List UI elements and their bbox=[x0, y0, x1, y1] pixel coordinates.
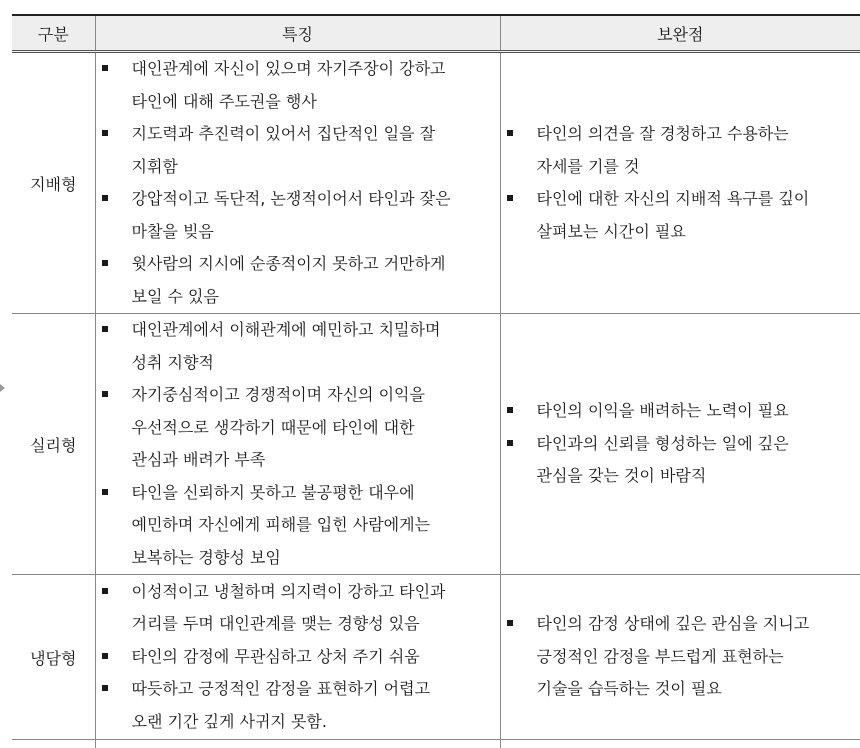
complement-item: 타인과의 신뢰를 형성하는 일에 깊은 관심을 갖는 것이 바람직 bbox=[537, 428, 855, 493]
features-cell bbox=[95, 52, 500, 314]
complement-item: 타인의 이익을 배려하는 노력이 필요 bbox=[537, 395, 855, 428]
feature-item: 자기중심적이고 경쟁적이며 자신의 이익을 우선적으로 생각하기 때문에 타인에 대한 관심과 배려가 부족 bbox=[132, 379, 494, 477]
feature-item: 대인관계에서 이해관계에 예민하고 치밀하며 성취 지향적 bbox=[132, 314, 494, 379]
features-cell bbox=[95, 314, 500, 575]
complement-list bbox=[501, 118, 860, 248]
complement-item: 타인에 대한 자신의 지배적 욕구를 깊이 살펴보는 시간이 필요 bbox=[537, 183, 855, 248]
feature-item: 따듯하고 긍정적인 감정을 표현하기 어렵고 오랜 기간 깊게 사귀지 못함. bbox=[132, 673, 494, 738]
features-list bbox=[96, 576, 500, 739]
table-header-row bbox=[12, 15, 860, 52]
complement-list bbox=[501, 608, 860, 706]
features-list bbox=[96, 314, 500, 574]
left-edge-marker-icon bbox=[0, 384, 5, 392]
feature-item: 타인을 신뢰하지 못하고 불공평한 대우에 예민하며 자신에게 피해를 입힌 사람에게는 보복하는 경향성 보임 bbox=[132, 477, 494, 575]
header-features: 특징 bbox=[95, 15, 500, 52]
feature-item: 이성적이고 냉철하며 의지력이 강하고 타인과 거리를 두며 대인관계를 맺는 경향성 있음 bbox=[132, 576, 494, 641]
complement-item: 타인의 감정 상태에 깊은 관심을 지니고 긍정적인 감정을 부드럽게 표현하는 기술을 습득하는 것이 필요 bbox=[537, 608, 855, 706]
features-list bbox=[96, 53, 500, 313]
complement-cell bbox=[500, 52, 860, 314]
feature-item: 강압적이고 독단적, 논쟁적이어서 타인과 잦은 마찰을 빚음 bbox=[132, 183, 494, 248]
feature-item: 대인관계에 자신이 있으며 자기주장이 강하고 타인에 대해 주도권을 행사 bbox=[132, 53, 494, 118]
category-cell: 냉담형 bbox=[12, 575, 95, 740]
header-complement: 보완점 bbox=[500, 15, 860, 52]
table-row-cold bbox=[12, 575, 860, 740]
personality-type-table bbox=[12, 14, 860, 748]
complement-list bbox=[501, 395, 860, 493]
complement-item: 타인의 의견을 잘 경청하고 수용하는 자세를 기를 것 bbox=[537, 118, 855, 183]
table-row-dominant bbox=[12, 52, 860, 314]
feature-item: 지도력과 추진력이 있어서 집단적인 일을 잘 지휘함 bbox=[132, 118, 494, 183]
feature-item: 타인의 감정에 무관심하고 상처 주기 쉬움 bbox=[132, 641, 494, 674]
category-cell: 지배형 bbox=[12, 52, 95, 314]
complement-cell bbox=[500, 314, 860, 575]
complement-cell bbox=[500, 575, 860, 740]
header-category: 구분 bbox=[12, 15, 95, 52]
features-cell bbox=[95, 575, 500, 740]
category-cell: 실리형 bbox=[12, 314, 95, 575]
feature-item: 윗사람의 지시에 순종적이지 못하고 거만하게 보일 수 있음 bbox=[132, 248, 494, 313]
table-row-practical bbox=[12, 314, 860, 575]
